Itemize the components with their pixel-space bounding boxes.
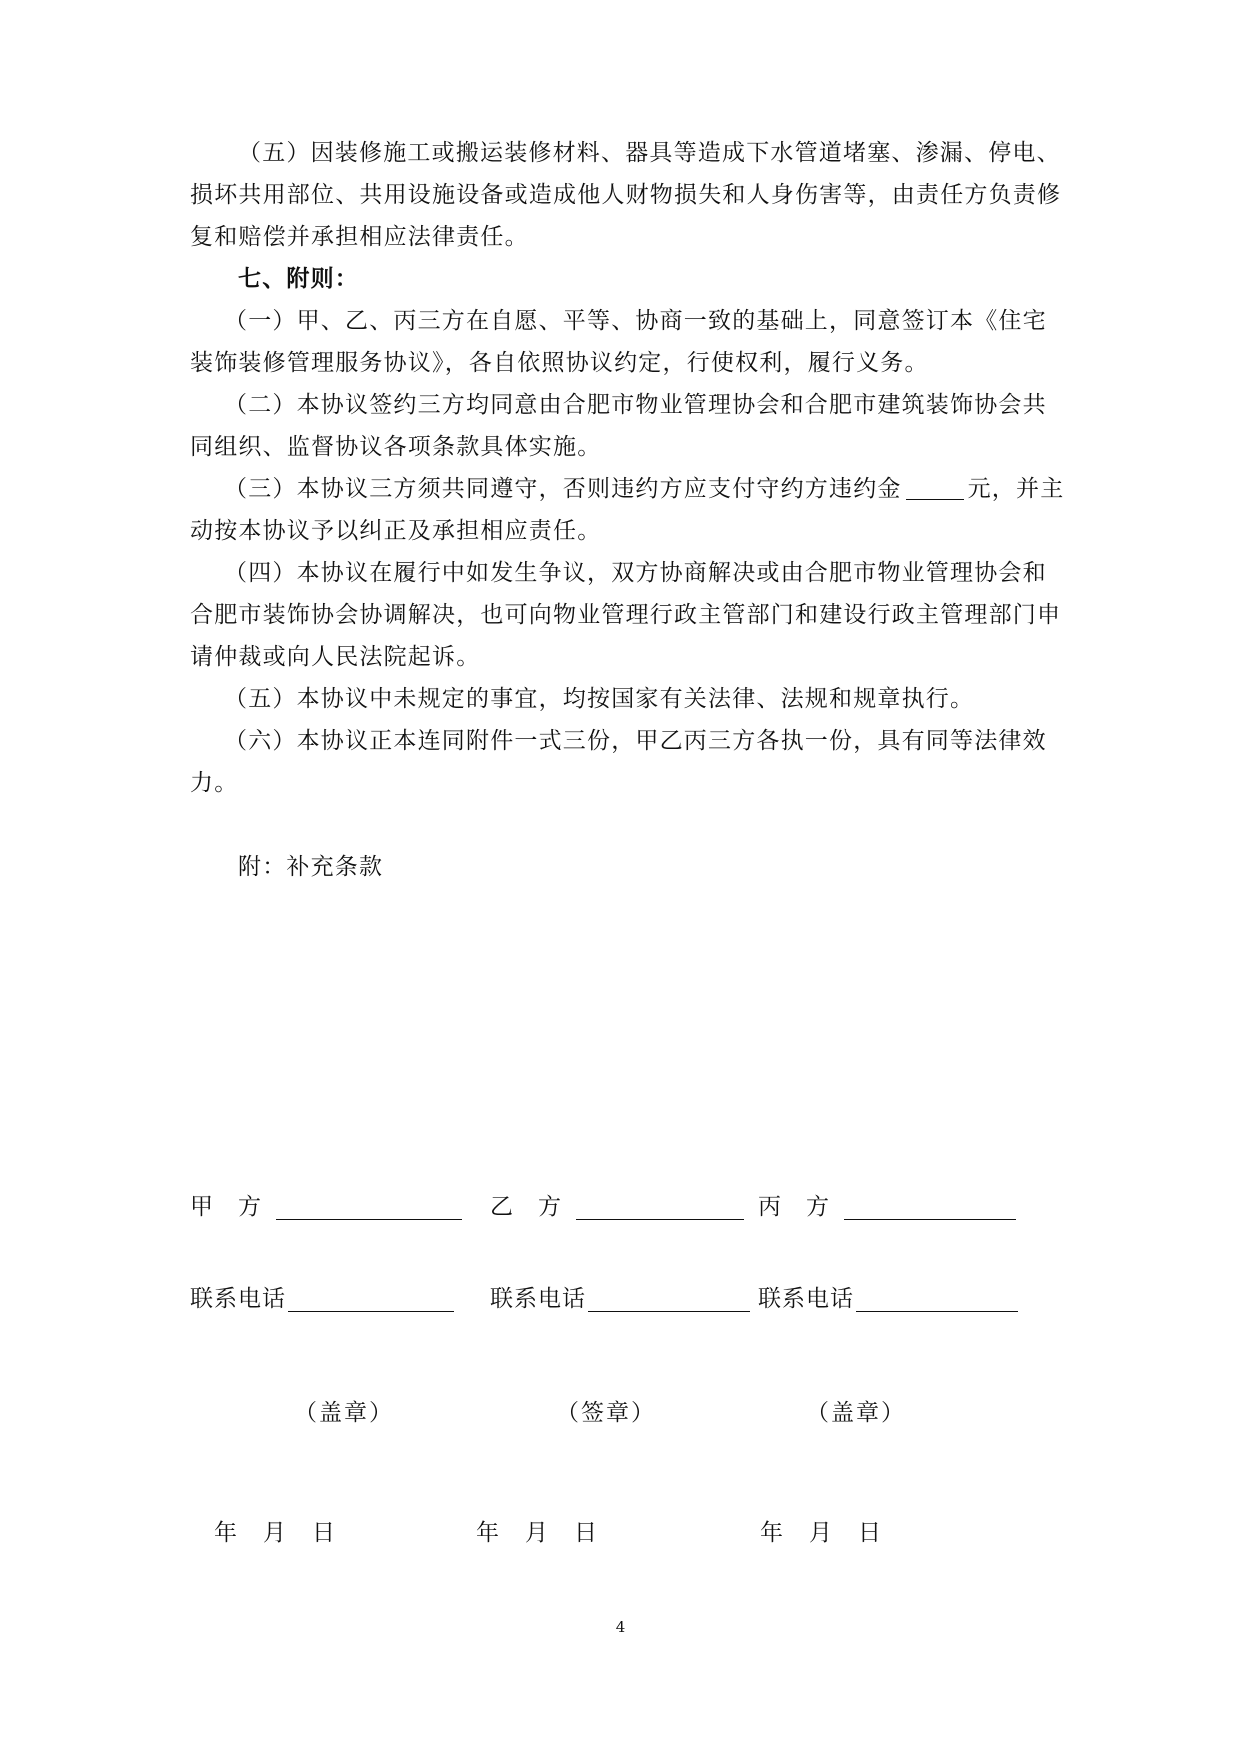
- stamp-party-c: （盖章）: [806, 1400, 906, 1426]
- phone-line-a: [288, 1285, 454, 1312]
- date-day: 日: [858, 1520, 881, 1546]
- clause-one: （一）甲、乙、丙三方在自愿、平等、协商一致的基础上，同意签订本《住宅装饰装修管理服务协议》，各自依照协议约定，行使权利，履行义务。: [190, 308, 1047, 376]
- party-b: [490, 1188, 744, 1221]
- date-year: 年: [476, 1520, 499, 1546]
- party-c-line: [844, 1193, 1016, 1220]
- party-c: [758, 1188, 1016, 1221]
- party-b-line: [576, 1193, 744, 1220]
- date-party-a: [214, 1514, 361, 1547]
- clause-four: （四）本协议在履行中如发生争议，双方协商解决或由合肥市物业管理协会和合肥市装饰协会协调解决，也可向物业管理行政主管部门和建设行政主管理部门申请仲裁或向人民法院起诉。: [190, 560, 1062, 670]
- stamp-party-b: （签章）: [556, 1400, 656, 1426]
- phone-label-c: 联系电话: [758, 1286, 854, 1312]
- phone-row: [190, 1280, 1070, 1320]
- date-day: 日: [574, 1520, 597, 1546]
- clause-six: （六）本协议正本连同附件一式三份，甲乙丙三方各执一份，具有同等法律效力。: [190, 728, 1047, 796]
- date-year: 年: [214, 1520, 237, 1546]
- clause-five: （五）本协议中未规定的事宜，均按国家有关法律、法规和规章执行。: [224, 686, 975, 712]
- clause-five-liability: （五）因装修施工或搬运装修材料、器具等造成下水管道堵塞、渗漏、停电、损坏共用部位、共用设施设备或造成他人财物损失和人身伤害等，由责任方负责修复和赔偿并承担相应法律责任。: [190, 140, 1062, 250]
- page-number: 4: [615, 1618, 626, 1636]
- party-c-label: 丙 方: [758, 1194, 830, 1220]
- party-a: [190, 1188, 462, 1221]
- party-c-phone: [758, 1280, 1018, 1313]
- clause-three: [190, 468, 1070, 552]
- party-signature-row: [190, 1188, 1070, 1228]
- attachment-note: 附：补充条款: [238, 854, 384, 880]
- date-day: 日: [312, 1520, 335, 1546]
- stamp-party-a: （盖章）: [294, 1400, 394, 1426]
- section-heading: 七、附则：: [238, 265, 359, 292]
- party-a-phone: [190, 1280, 454, 1313]
- date-month: 月: [263, 1520, 286, 1546]
- party-b-phone: [490, 1280, 750, 1313]
- date-party-b: [476, 1514, 623, 1547]
- phone-line-b: [588, 1285, 750, 1312]
- date-year: 年: [760, 1520, 783, 1546]
- party-a-line: [276, 1193, 462, 1220]
- phone-label-b: 联系电话: [490, 1286, 586, 1312]
- clause-two: （二）本协议签约三方均同意由合肥市物业管理协会和合肥市建筑装饰协会共同组织、监督协议各项条款具体实施。: [190, 392, 1047, 460]
- party-b-label: 乙 方: [490, 1194, 562, 1220]
- date-party-c: [760, 1514, 907, 1547]
- phone-label-a: 联系电话: [190, 1286, 286, 1312]
- phone-line-c: [856, 1285, 1018, 1312]
- clause-three-after: 元，并主动按本协议予以纠正及承担相应责任。: [190, 476, 1065, 544]
- clause-three-before: （三）本协议三方须共同遵守，否则违约方应支付守约方违约金: [224, 476, 902, 502]
- date-month: 月: [809, 1520, 832, 1546]
- date-month: 月: [525, 1520, 548, 1546]
- party-a-label: 甲 方: [190, 1194, 262, 1220]
- penalty-amount-blank: [906, 473, 964, 500]
